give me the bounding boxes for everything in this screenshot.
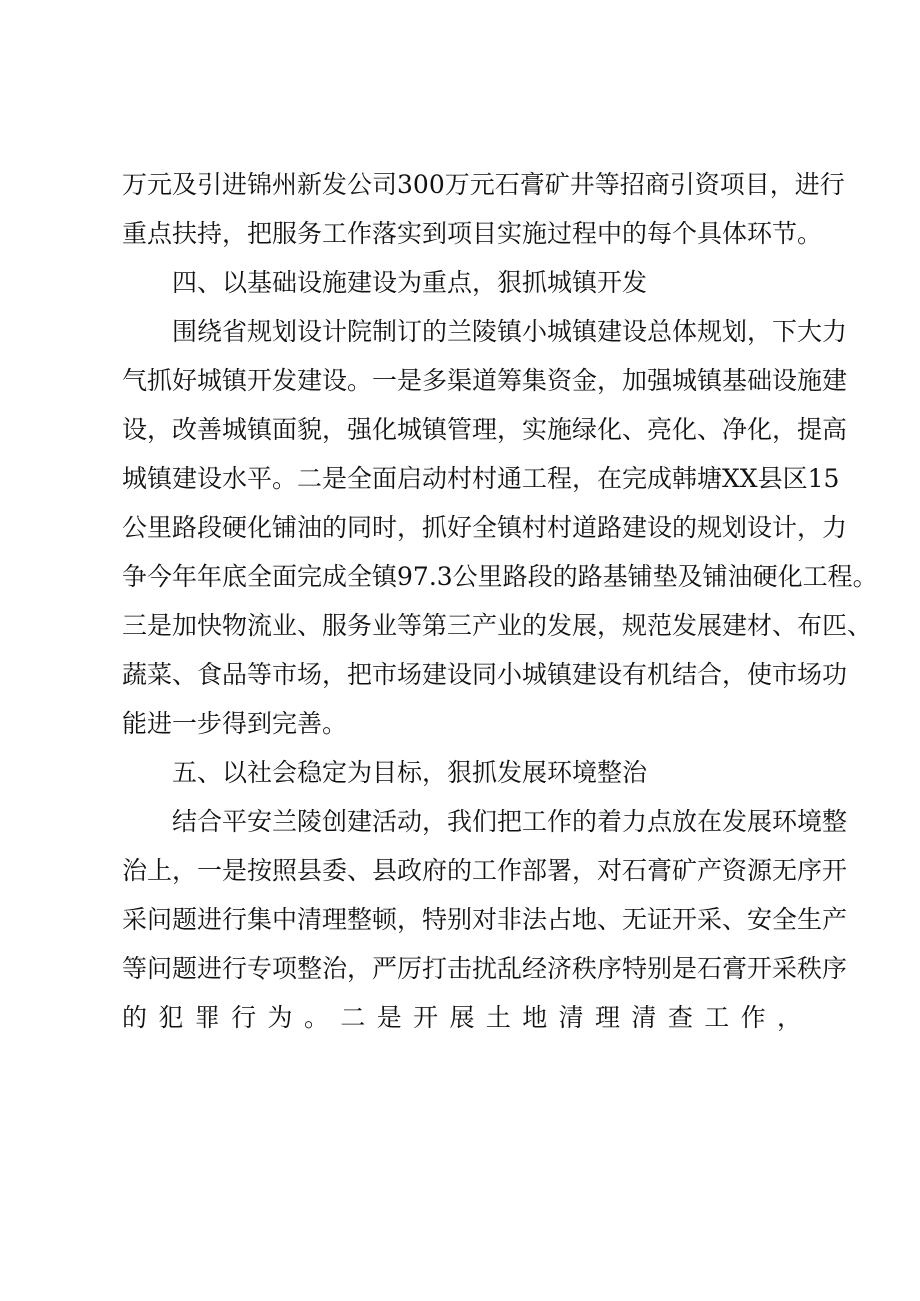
section-heading-4: 四、以基础设施建设为重点，狠抓城镇开发 [172,268,648,297]
body-line-14: 结合平安兰陵创建活动，我们把工作的着力点放在发展环境整 [172,807,848,836]
body-line-6: 设，改善城镇面貌，强化城镇管理，实施绿化、亮化、净化，提高 [122,415,848,444]
body-line-10: 三是加快物流业、服务业等第三产业的发展，规范发展建材、布匹、 [122,611,873,640]
body-line-16: 采问题进行集中清理整顿，特别对非法占地、无证开采、安全生产 [122,905,848,934]
body-line-9: 争今年年底全面完成全镇97.3公里路段的路基铺垫及铺油硬化工程。 [122,562,878,591]
body-line-2: 重点扶持，把服务工作落实到项目实施过程中的每个具体环节。 [122,219,823,248]
body-line-7: 城镇建设水平。二是全面启动村村通工程，在完成韩塘XX县区15 [122,464,840,493]
body-line-5: 气抓好城镇开发建设。一是多渠道筹集资金，加强城镇基础设施建 [122,366,848,395]
body-line-1: 万元及引进锦州新发公司300万元石膏矿井等招商引资项目，进行 [122,170,845,199]
section-heading-5: 五、以社会稳定为目标，狠抓发展环境整治 [172,758,648,787]
body-line-11: 蔬菜、食品等市场，把市场建设同小城镇建设有机结合，使市场功 [122,660,848,689]
body-line-18: 的犯罪行为。二是开展土地清理清查工作， [122,1003,802,1032]
body-line-12: 能进一步得到完善。 [122,709,348,738]
body-line-15: 治上，一是按照县委、县政府的工作部署，对石膏矿产资源无序开 [122,856,848,885]
body-line-4: 围绕省规划设计院制订的兰陵镇小城镇建设总体规划，下大力 [172,317,848,346]
body-line-8: 公里路段硬化铺油的同时，抓好全镇村村道路建设的规划设计，力 [122,513,848,542]
body-line-17: 等问题进行专项整治，严厉打击扰乱经济秩序特别是石膏开采秩序 [122,954,848,983]
